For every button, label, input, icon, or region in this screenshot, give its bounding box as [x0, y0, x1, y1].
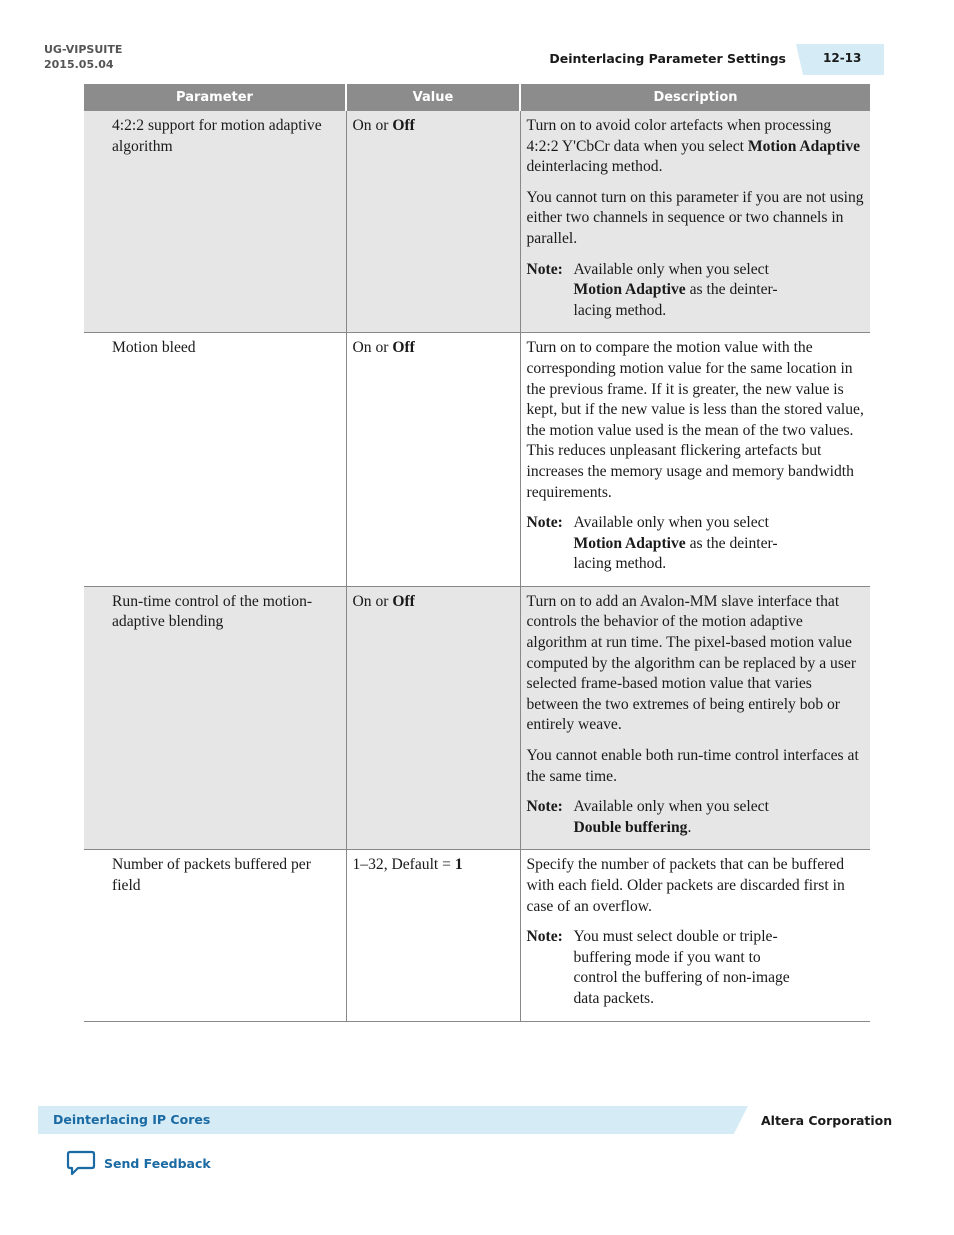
- note-line-text: .: [687, 818, 692, 836]
- parameter-name: Motion bleed: [112, 339, 196, 357]
- note-line-text: as the deinter-: [685, 534, 778, 552]
- description-cell: [520, 850, 870, 1021]
- value-text: On or: [352, 592, 393, 610]
- table-header-row: [84, 84, 870, 111]
- note: [527, 513, 865, 575]
- description-emphasis: Motion Adaptive: [747, 137, 861, 155]
- description-text: deinterlacing method.: [526, 158, 663, 176]
- doc-id-block: [44, 42, 122, 72]
- value-default: 1: [454, 856, 463, 874]
- footer-company: Altera Corporation: [761, 1113, 893, 1128]
- value-default: Off: [392, 339, 415, 357]
- note-line: data packets.: [573, 989, 655, 1007]
- parameter-cell: [84, 111, 346, 333]
- section-title: Deinterlacing Parameter Settings: [549, 51, 786, 66]
- description-paragraph: Turn on to add an Avalon-MM slave interface that controls the behavior of the motion adaptive algorithm at run time. The pixel-based motion value computed by the algorithm can be replaced by a user selected frame-based motion value that varies between the two extremes of being entirely bob or entirely weave.: [526, 592, 857, 734]
- note-line: Available only when you select: [573, 260, 769, 278]
- description-cell: [520, 333, 870, 587]
- value-default: Off: [392, 592, 415, 610]
- value-text: 1–32, Default =: [352, 856, 455, 874]
- table-row: [84, 586, 870, 850]
- note-line: Available only when you select: [573, 514, 769, 532]
- note-line: [574, 280, 865, 301]
- note-text: [574, 797, 865, 838]
- note-emphasis: Motion Adaptive: [573, 534, 686, 552]
- parameter-name: Number of packets buffered per field: [112, 856, 311, 894]
- note-emphasis: Motion Adaptive: [573, 281, 686, 299]
- table-row: [84, 850, 870, 1021]
- doc-code: UG-VIPSUITE: [44, 43, 123, 56]
- note-label: Note:: [526, 260, 563, 278]
- parameter-name: 4:2:2 support for motion adaptive algorithm: [112, 117, 322, 155]
- value-text: On or: [352, 117, 393, 134]
- parameter-cell: [84, 333, 346, 587]
- note-line: lacing method.: [573, 555, 667, 573]
- parameter-table: [84, 84, 870, 1022]
- value-cell: [346, 111, 520, 333]
- description-paragraph: Turn on to compare the motion value with the corresponding motion value for the same location in the previous frame. If it is greater, the new value is kept, but if the new value is less than the stored value, the motion value used is the mean of the two values. This reduces unpleasant flickering artefacts but increases the memory usage and memory bandwidth requirements.: [526, 339, 864, 501]
- description-paragraph: You cannot enable both run-time control interfaces at the same time.: [526, 747, 859, 785]
- page-number: 12-13: [823, 51, 862, 65]
- note: [527, 260, 865, 322]
- note-line: buffering mode if you want to: [573, 948, 761, 966]
- column-header-value: Value: [346, 84, 520, 111]
- footer-chapter-link[interactable]: Deinterlacing IP Cores: [53, 1112, 211, 1127]
- table-row: [84, 333, 870, 587]
- doc-date: 2015.05.04: [44, 58, 114, 71]
- note-line: lacing method.: [573, 301, 667, 319]
- speech-bubble-icon: [66, 1150, 96, 1177]
- note-line: You must select double or triple-: [573, 928, 778, 946]
- column-header-description: Description: [520, 84, 870, 111]
- description-cell: [520, 586, 870, 850]
- table-row: [84, 111, 870, 333]
- parameter-cell: [84, 850, 346, 1021]
- description-paragraph: Specify the number of packets that can be buffered with each field. Older packets are discarded first in case of an overflow.: [526, 856, 845, 915]
- value-cell: [346, 333, 520, 587]
- note-text: [574, 260, 865, 322]
- note-line: control the buffering of non-image: [573, 969, 790, 987]
- description-paragraph: You cannot turn on this parameter if you are not using either two channels in sequence or two channels in parallel.: [526, 188, 864, 247]
- note: [527, 927, 865, 1009]
- value-text: On or: [352, 339, 393, 357]
- send-feedback-label: Send Feedback: [104, 1156, 211, 1171]
- send-feedback-link[interactable]: [66, 1150, 211, 1177]
- note-text: [574, 927, 865, 1009]
- description-text: Turn on to avoid color artefacts when processing 4:2:2 Y'CbCr data when you select: [526, 117, 832, 155]
- note-line-text: as the deinter-: [685, 281, 778, 299]
- description-paragraph: [527, 116, 865, 178]
- note-label: Note:: [526, 798, 563, 816]
- parameter-name: Run-time control of the motion-adaptive blending: [112, 592, 313, 631]
- column-header-parameter: Parameter: [84, 84, 346, 111]
- description-cell: [520, 111, 870, 333]
- note-line: Available only when you select: [573, 798, 769, 816]
- note-emphasis: Double buffering: [573, 818, 688, 836]
- value-cell: [346, 850, 520, 1021]
- parameter-cell: [84, 586, 346, 850]
- note-line: [574, 818, 865, 839]
- note-label: Note:: [526, 514, 563, 532]
- value-cell: [346, 586, 520, 850]
- note-line: [574, 534, 865, 555]
- note-label: Note:: [526, 928, 563, 946]
- value-default: Off: [392, 117, 415, 134]
- note-text: [574, 513, 865, 575]
- note: [527, 797, 865, 838]
